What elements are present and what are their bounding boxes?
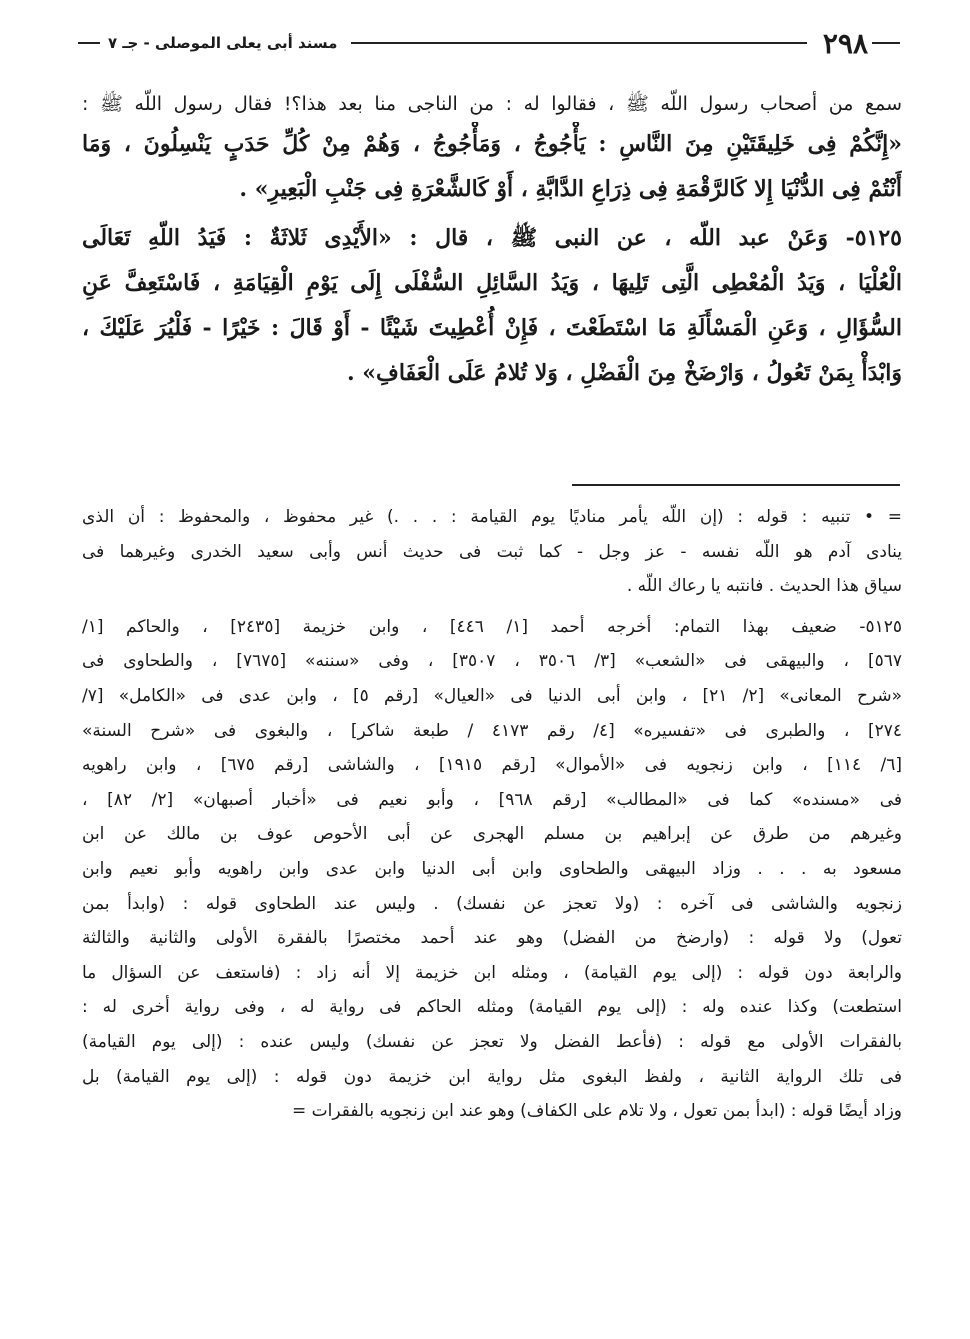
footnote-line: ٢٧٤] ، والطبرى فى «تفسيره» [٤/ رقم ٤١٧٣ / طبعة شاكر] ، والبغوى فى «شرح السنة» <box>82 720 902 741</box>
footnote-note <box>82 500 902 604</box>
hadith-line: السُّؤَالِ ، وَعَنِ الْمَسْأَلَةِ مَا اسْتَطَعْتَ ، فَإِنْ أُعْطِيتَ شَيْئًا - أَوْ قَالَ : خَيْرًا - فَلْيُرَ عَلَيْكَ ، <box>82 315 902 341</box>
hadith-5125-text <box>82 216 902 396</box>
intro-line: سمع من أصحاب رسول اللّه ﷺ ، فقالوا له : من الناجى منا بعد هذا؟! فقال رسول اللّه ﷺ : <box>82 93 902 115</box>
footnote-line: وزاد أيضًا قوله : (ابدأ بمن تعول ، ولا تلام على الكفاف) وهو عند ابن زنجويه بالفقرات = <box>292 1101 902 1122</box>
hadith-line: وَابْدَأْ بِمَنْ تَعُولُ ، وَارْضَخْ مِنَ الْفَضْلِ ، وَلا تُلامُ عَلَى الْعَفَافِ» . <box>346 360 902 386</box>
hadith-line: ٥١٢٥- وَعَنْ عبد اللّه ، عن النبى ﷺ ، قال : «الأَيْدِى ثَلاثَةٌ : فَيَدُ اللّهِ تَعَالَى <box>82 225 902 251</box>
header-leading-dash <box>872 42 900 44</box>
footnote-line: فى تلك الرواية الثانية ، ولفظ البغوى مثل رواية ابن خزيمة دون قوله : (إلى يوم القيامة) بل <box>82 1066 902 1087</box>
footnote-line: والرابعة دون قوله : (إلى يوم القيامة) ، ومثله ابن خزيمة إلا أنه زاد : (فاستعف عن السؤال ما <box>82 962 902 983</box>
footnote-line: «شرح المعانى» [٢/ ٢١] ، وابن أبى الدنيا فى «العيال» [رقم ٥] ، وابن عدى فى «الكامل» [٧/ <box>82 685 902 706</box>
page-header <box>78 26 900 60</box>
footnote-line: ٥٦٧] ، والبيهقى فى «الشعب» [٣/ ٣٥٠٦ ، ٣٥٠٧] ، وفى «سننه» [٧٦٧٥] ، والطحاوى فى <box>82 651 902 672</box>
footnote-line: زنجويه والشاشى فى آخره : (ولا تعجز عن نفسك) . وليس عند الطحاوى قوله : (وابدأ بمن <box>82 893 902 914</box>
footnote-line: بالفقرات الأولى مع قوله : (فأعط الفضل ولا تعجز عن نفسك) وليس عنده : (إلى يوم القيامة) <box>82 1031 902 1052</box>
header-rule <box>351 42 807 44</box>
footnote-line: استطعت) وكذا عنده وله : (إلى يوم القيامة) ومثله الحاكم فى رواية له ، وفى رواية أخرى له : <box>82 997 902 1018</box>
footnotes <box>82 500 902 1129</box>
hadith-5124-text <box>82 122 902 212</box>
footnote-line: ينادى آدم هو اللّه نفسه - عز وجل - كما ثبت فى حديث أنس وأبى سعيد الخدرى وغيرهما فى <box>82 541 902 562</box>
hadith-line: الْعُلْيَا ، وَيَدُ الْمُعْطِى الَّتِى تَلِيهَا ، وَيَدُ السَّائِلِ السُّفْلَى إِلَى يَوْمِ الْقِيَامَةِ ، فَاسْتَعِفَّ عَنِ <box>82 270 902 296</box>
footnote-takhrij-5125 <box>82 610 902 1129</box>
main-text <box>82 86 902 396</box>
running-title: مسند أبى يعلى الموصلى - جـ ٧ <box>108 34 338 52</box>
footnote-line: = • تنبيه : قوله : (إن اللّه يأمر مناديًا يوم القيامة : . . .) غير محفوظ ، والمحفوظ : أن الذى <box>82 507 902 527</box>
footnote-line: مسعود به . . . وزاد البيهقى والطحاوى وابن أبى الدنيا وابن عدى وابن راهويه وأبو نعيم وابن <box>82 858 902 879</box>
footnote-line: فى «مسنده» كما فى «المطالب» [رقم ٩٦٨] ، وأبو نعيم فى «أخبار أصبهان» [٢/ ٨٢] ، <box>82 789 902 810</box>
footnote-line: سياق هذا الحديث . فانتبه يا رعاك اللّه . <box>626 576 902 597</box>
footnote-line: وغيرهم من طرق عن إبراهيم بن مسلم الهجرى عن أبى الأحوص عوف بن مالك عن ابن <box>82 824 902 845</box>
footnote-line: [٦/ ١١٤] ، وابن زنجويه فى «الأموال» [رقم ١٩١٥] ، والشاشى [رقم ٦٧٥] ، وابن راهويه <box>82 755 902 776</box>
footnote-line: ٥١٢٥- ضعيف بهذا التمام: أخرجه أحمد [١/ ٤٤٦] ، وابن خزيمة [٢٤٣٥] ، والحاكم [١/ <box>82 616 902 637</box>
page-number: ٢٩٨ <box>822 26 868 60</box>
hadith-line: «إِنَّكُمْ فِى خَلِيقَتَيْنِ مِنَ النَّاسِ : يَأْجُوجُ ، وَمَأْجُوجُ ، وَهُمْ مِنْ كُلِّ حَدَبٍ يَنْسِلُونَ ، وَمَا <box>82 131 902 157</box>
footnote-line: تعول) ولا قوله : (وارضخ من الفضل) وهو عند أحمد مختصرًا بالفقرة الأولى والثانية والثالثة <box>82 928 902 949</box>
footnote-separator <box>572 484 900 486</box>
hadith-line: أَنْتُمْ فِى الدُّنْيَا إِلا كَالرَّقْمَةِ فِى ذِرَاعِ الدَّابَّةِ ، أَوْ كَالشَّعْرَةِ فِى جَنْبِ الْبَعِيرِ» . <box>239 176 902 202</box>
header-trailing-dash <box>78 42 100 44</box>
